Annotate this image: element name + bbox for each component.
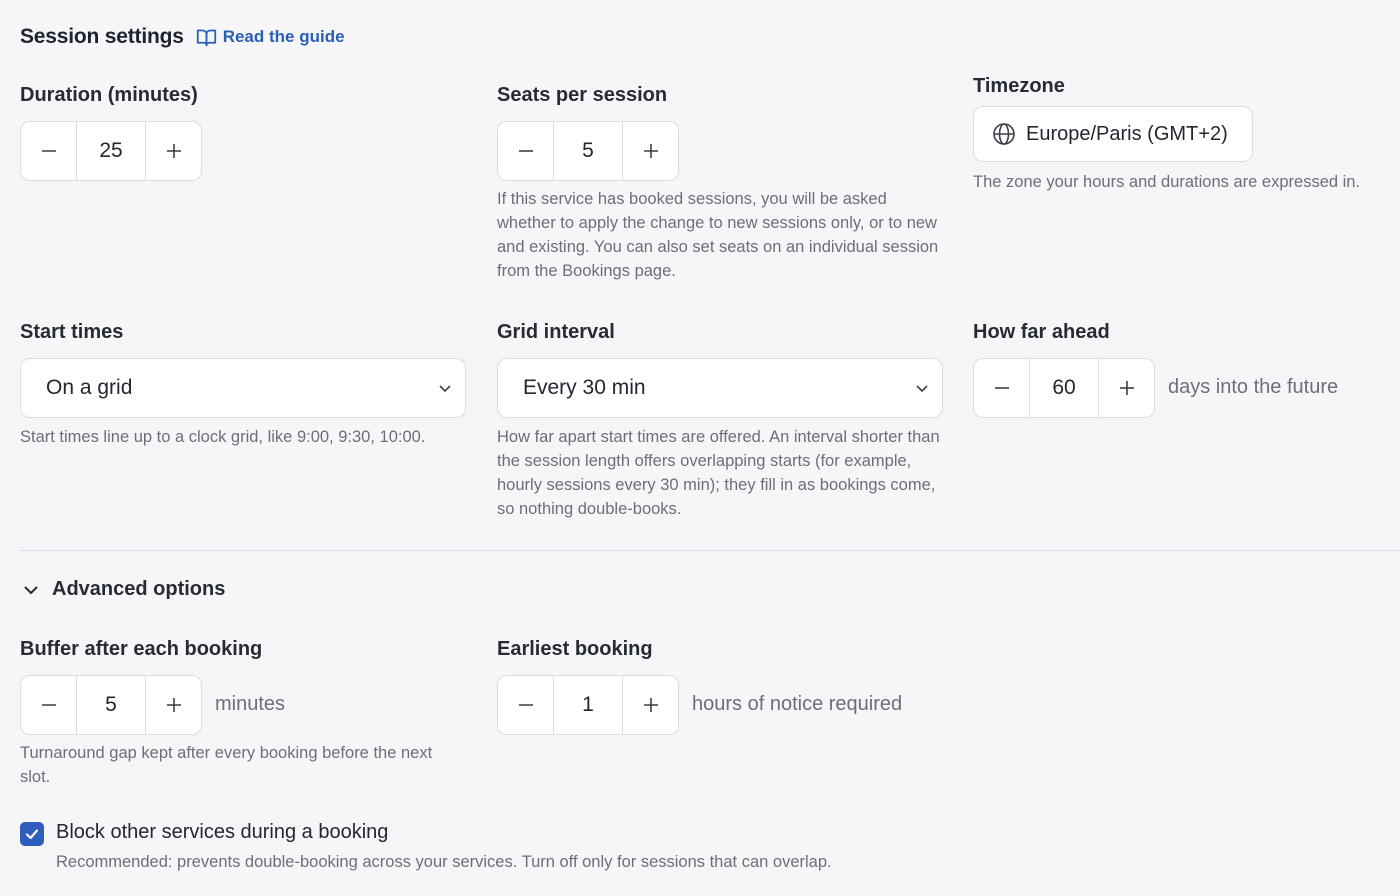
seats-input[interactable] bbox=[553, 122, 623, 180]
grid-interval-help-text: How far apart start times are offered. An interval shorter than the session length offers overlapping starts (for example, hourly sessions every 30 min); they fill in as bookings come, so nothing double-books. bbox=[497, 428, 940, 518]
chevron-down-icon bbox=[437, 380, 453, 396]
buffer-label: Buffer after each booking bbox=[20, 638, 263, 660]
earliest-booking-label: Earliest booking bbox=[497, 638, 653, 660]
minus-icon bbox=[40, 142, 58, 160]
plus-icon bbox=[1118, 379, 1136, 397]
how-far-ahead-label: How far ahead bbox=[973, 321, 1110, 343]
plus-icon bbox=[642, 696, 660, 714]
earliest-booking-suffix: hours of notice required bbox=[692, 693, 903, 715]
grid-interval-label: Grid interval bbox=[497, 321, 615, 343]
how-far-ahead-input[interactable] bbox=[1029, 359, 1099, 417]
globe-icon bbox=[992, 122, 1016, 146]
seats-label: Seats per session bbox=[497, 84, 668, 106]
buffer-help-text: Turnaround gap kept after every booking before the next slot. bbox=[20, 744, 433, 786]
earliest-booking-stepper bbox=[497, 675, 679, 735]
section-title: Session settings bbox=[20, 25, 184, 48]
duration-stepper bbox=[20, 121, 202, 181]
read-guide-link[interactable] bbox=[196, 27, 345, 48]
start-times-select[interactable] bbox=[20, 358, 466, 418]
start-times-label: Start times bbox=[20, 321, 124, 343]
how-far-ahead-decrement-button[interactable] bbox=[974, 359, 1029, 417]
plus-icon bbox=[165, 142, 183, 160]
timezone-label: Timezone bbox=[973, 75, 1065, 97]
minus-icon bbox=[517, 696, 535, 714]
duration-decrement-button[interactable] bbox=[21, 122, 76, 180]
plus-icon bbox=[642, 142, 660, 160]
duration-increment-button[interactable] bbox=[146, 122, 201, 180]
buffer-input[interactable] bbox=[76, 676, 146, 734]
read-guide-label: Read the guide bbox=[222, 27, 345, 46]
how-far-ahead-suffix: days into the future bbox=[1168, 376, 1339, 398]
advanced-options-toggle[interactable] bbox=[22, 578, 225, 601]
plus-icon bbox=[165, 696, 183, 714]
buffer-increment-button[interactable] bbox=[146, 676, 201, 734]
seats-help-text: If this service has booked sessions, you will be asked whether to apply the change to new sessions only, or to new and existing. You can also set seats on an individual session from the Bookings page. bbox=[497, 190, 939, 280]
seats-decrement-button[interactable] bbox=[498, 122, 553, 180]
block-services-help-text: Recommended: prevents double-booking across your services. Turn off only for sessions that can overlap. bbox=[56, 853, 832, 871]
timezone-value: Europe/Paris (GMT+2) bbox=[1026, 122, 1228, 145]
duration-label: Duration (minutes) bbox=[20, 84, 198, 106]
earliest-increment-button[interactable] bbox=[623, 676, 678, 734]
grid-interval-select[interactable] bbox=[497, 358, 943, 418]
start-times-value: On a grid bbox=[46, 376, 133, 399]
buffer-suffix: minutes bbox=[215, 693, 286, 715]
check-icon bbox=[24, 826, 40, 842]
earliest-decrement-button[interactable] bbox=[498, 676, 553, 734]
earliest-booking-input[interactable] bbox=[553, 676, 623, 734]
how-far-ahead-stepper bbox=[973, 358, 1155, 418]
minus-icon bbox=[993, 379, 1011, 397]
how-far-ahead-increment-button[interactable] bbox=[1099, 359, 1154, 417]
chevron-down-icon bbox=[914, 380, 930, 396]
advanced-options-label: Advanced options bbox=[52, 578, 226, 600]
section-divider bbox=[20, 550, 1400, 551]
section-header bbox=[20, 24, 345, 50]
start-times-help-text: Start times line up to a clock grid, like 9:00, 9:30, 10:00. bbox=[20, 428, 426, 446]
block-services-checkbox[interactable] bbox=[20, 822, 44, 846]
seats-increment-button[interactable] bbox=[623, 122, 678, 180]
timezone-select[interactable] bbox=[973, 106, 1253, 162]
seats-stepper bbox=[497, 121, 679, 181]
block-services-label[interactable]: Block other services during a booking bbox=[56, 821, 389, 843]
buffer-stepper bbox=[20, 675, 202, 735]
minus-icon bbox=[517, 142, 535, 160]
buffer-decrement-button[interactable] bbox=[21, 676, 76, 734]
book-open-icon bbox=[196, 27, 217, 48]
duration-input[interactable] bbox=[76, 122, 146, 180]
chevron-down-icon bbox=[22, 581, 40, 599]
minus-icon bbox=[40, 696, 58, 714]
grid-interval-value: Every 30 min bbox=[523, 376, 646, 399]
timezone-help-text: The zone your hours and durations are expressed in. bbox=[973, 173, 1361, 191]
